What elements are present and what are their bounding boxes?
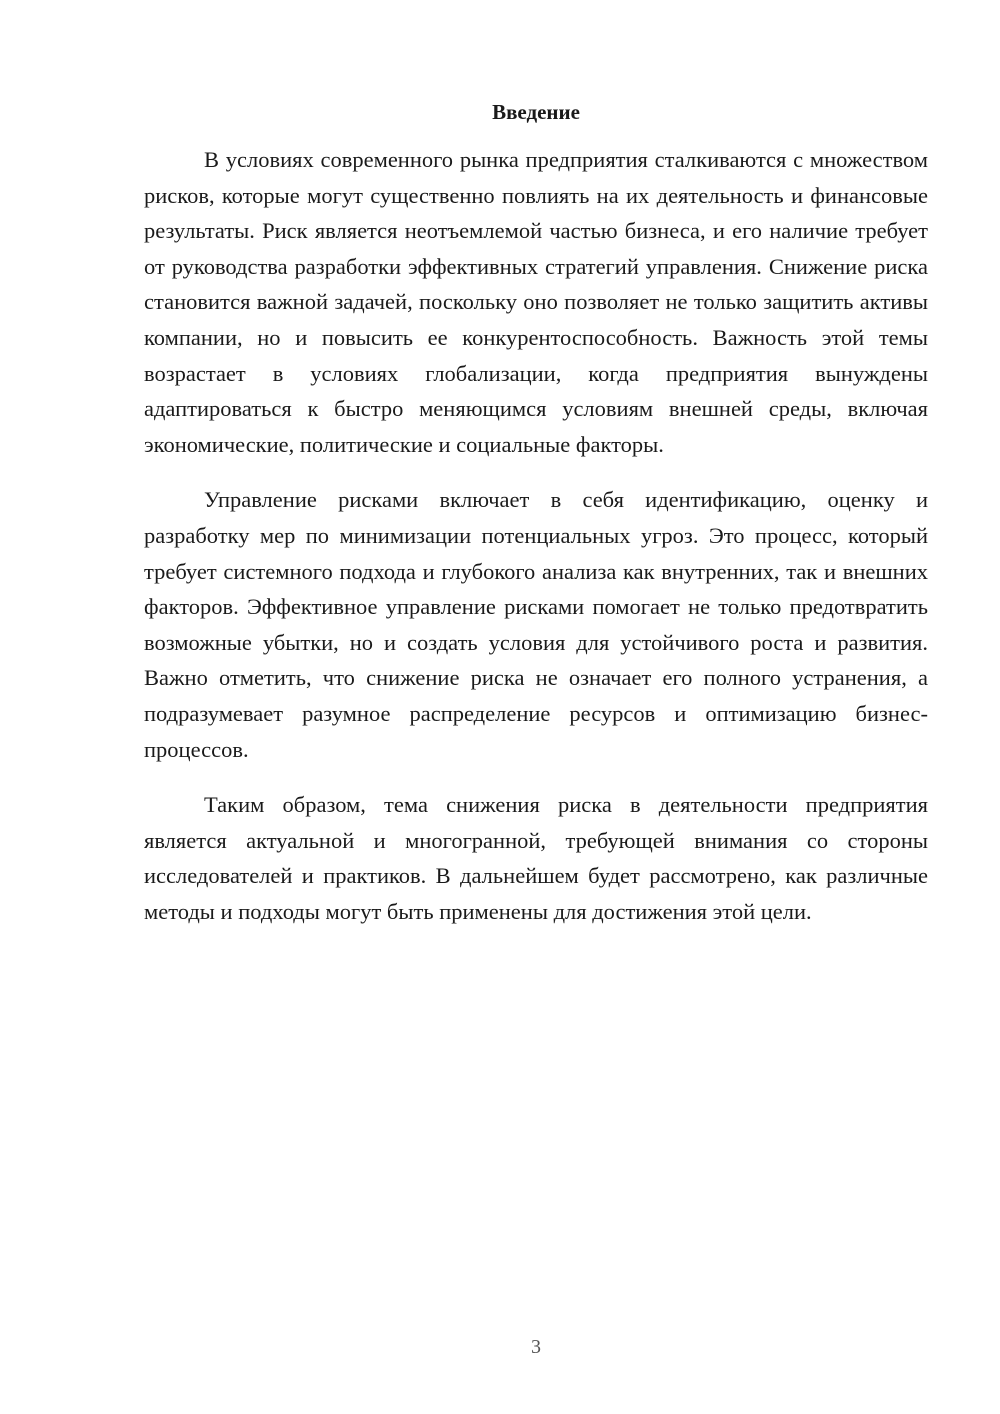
paragraph-2: Управление рисками включает в себя идентификацию, оценку и разработку мер по минимизации потенциальных угроз. Это процесс, который требует системного подхода и глубокого анализа как внутренних, так и внешних факторов. Эффективное управление рисками помогает не только предотвратить возможные убытки, но и создать условия для устойчивого роста и развития. Важно отметить, что снижение риска не означает его полного устранения, а подразумевает разумное распределение ресурсов и оптимизацию бизнес-процессов. xyxy=(144,487,928,762)
paragraph-3: Таким образом, тема снижения риска в деятельности предприятия является актуальной и многогранной, требующей внимания со стороны исследователей и практиков. В дальнейшем будет рассмотрено, как различные методы и подходы могут быть применены для достижения этой цели. xyxy=(144,792,928,924)
body-text xyxy=(144,142,928,929)
page-number: 3 xyxy=(531,1336,541,1358)
paragraph-1: В условиях современного рынка предприятия сталкиваются с множеством рисков, которые могут существенно повлиять на их деятельность и финансовые результаты. Риск является неотъемлемой частью бизнеса, и его наличие требует от руководства разработки эффективных стратегий управления. Снижение риска становится важной задачей, поскольку оно позволяет не только защитить активы компании, но и повысить ее конкурентоспособность. Важность этой темы возрастает в условиях глобализации, когда предприятия вынуждены адаптироваться к быстро меняющимся условиям внешней среды, включая экономические, политические и социальные факторы. xyxy=(144,147,928,457)
page-title: Введение xyxy=(492,100,580,124)
